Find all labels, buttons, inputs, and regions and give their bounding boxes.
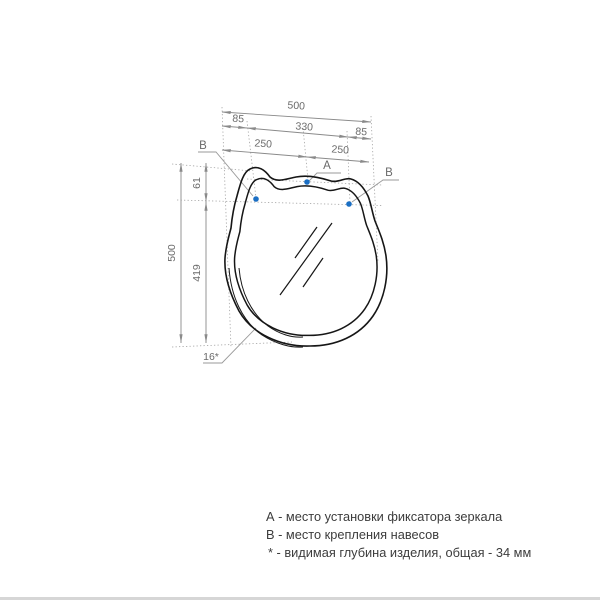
mirror-bevel-line-outer bbox=[229, 268, 303, 347]
callout-letters bbox=[199, 140, 393, 179]
dim-label-depth-16: 16* bbox=[203, 351, 219, 363]
legend-line-b: В - место крепления навесов bbox=[266, 527, 440, 542]
dim-line-left-85 bbox=[222, 126, 247, 128]
reflection-line-2 bbox=[280, 223, 332, 295]
dim-label-overall-width: 500 bbox=[287, 99, 306, 113]
mirror-inner-outline bbox=[235, 178, 378, 335]
dim-label-right-85: 85 bbox=[354, 125, 368, 139]
dim-label-upper-61: 61 bbox=[191, 177, 203, 189]
dim-label-left-85: 85 bbox=[231, 112, 245, 126]
extension-line-top-level bbox=[172, 164, 252, 171]
dim-label-half-left-250: 250 bbox=[254, 137, 273, 151]
mount-point-b-right-dot bbox=[346, 201, 352, 207]
dim-label-lower-419: 419 bbox=[191, 264, 203, 282]
label-fixator: А bbox=[323, 160, 331, 172]
reflection-line-1 bbox=[295, 227, 317, 258]
extension-line-center bbox=[303, 128, 308, 180]
extension-line-330 bbox=[347, 131, 350, 203]
dim-line-half-right-250 bbox=[307, 157, 369, 162]
dim-label-overall-height: 500 bbox=[166, 244, 178, 262]
dimension-labels bbox=[166, 99, 368, 363]
dim-label-half-right-250: 250 bbox=[331, 143, 350, 157]
extension-line-left bbox=[222, 107, 231, 348]
dim-line-half-left-250 bbox=[222, 150, 307, 157]
callout-leaders bbox=[198, 152, 399, 363]
dim-label-middle-330: 330 bbox=[295, 120, 314, 134]
label-hinge-left: В bbox=[199, 140, 207, 152]
legend bbox=[266, 509, 531, 560]
label-hinge-right: В bbox=[385, 167, 393, 179]
legend-line-a: А - место установки фиксатора зеркала bbox=[266, 509, 503, 524]
extension-line-85 bbox=[247, 121, 256, 198]
reflection-line-3 bbox=[303, 258, 323, 287]
mount-point-b-left-dot bbox=[253, 196, 259, 202]
legend-line-depth: * - видимая глубина изделия, общая - 34 мм bbox=[268, 545, 532, 560]
mount-point-a-dot bbox=[304, 179, 310, 185]
extension-line-bottom-level bbox=[172, 342, 292, 347]
